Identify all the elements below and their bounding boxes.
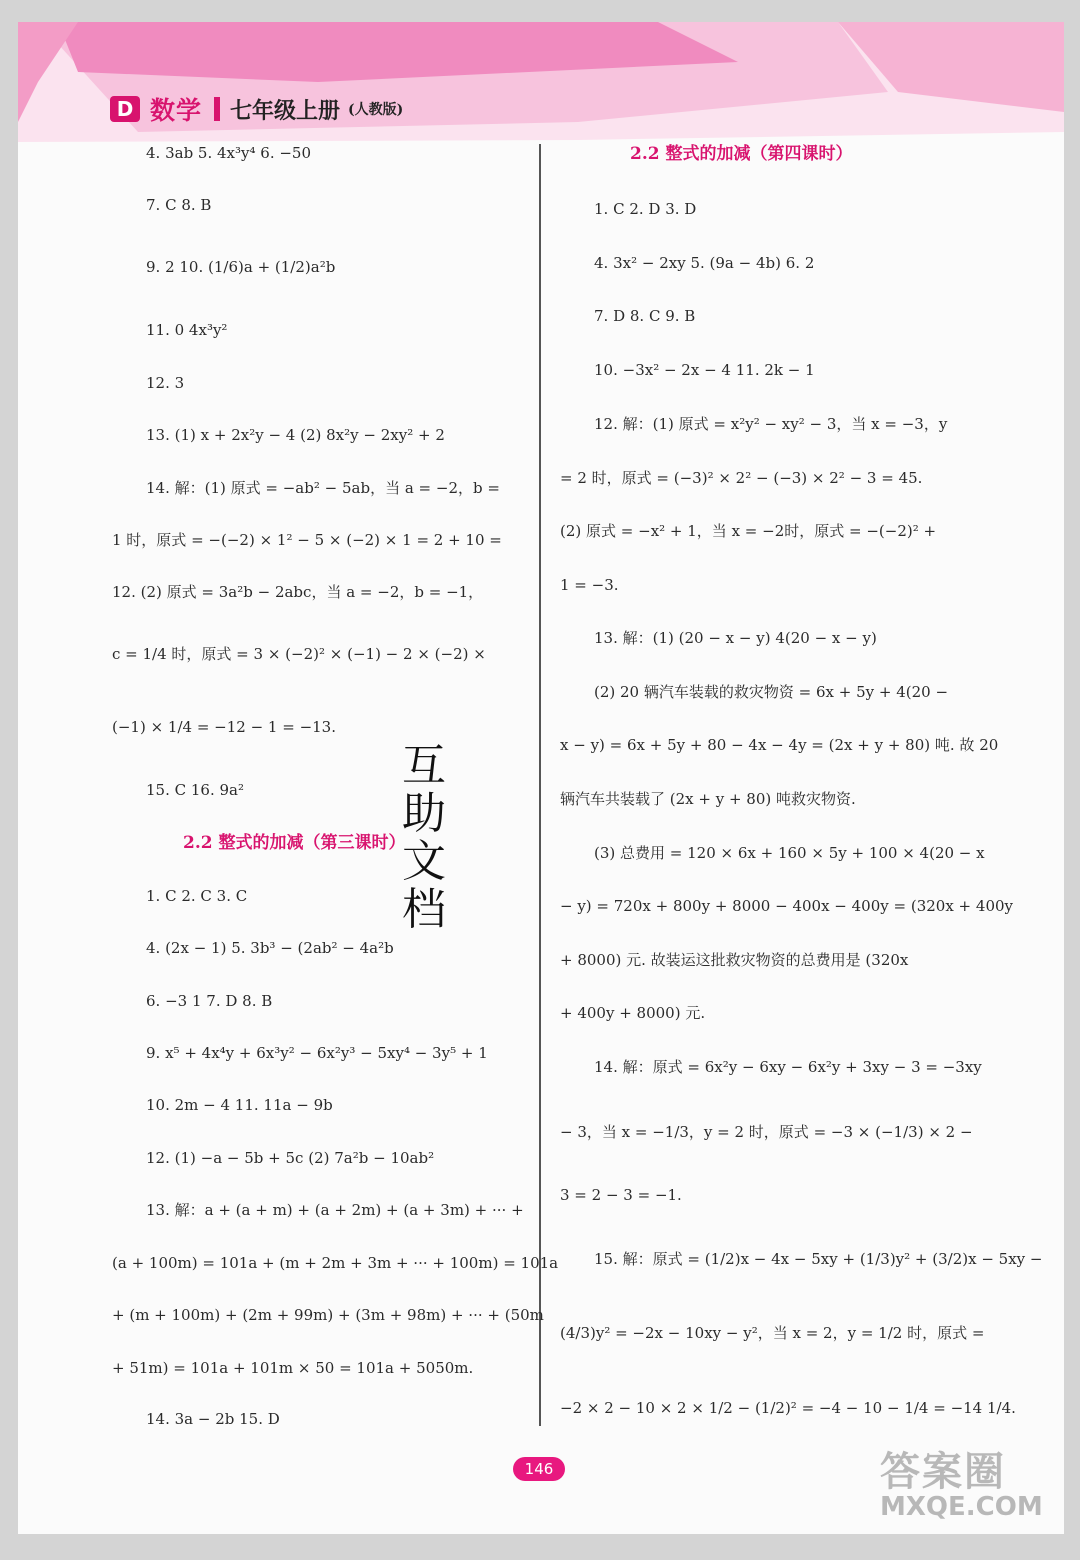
answer-line: 12. (2) 原式 = 3a²b − 2abc，当 a = −2，b = −1， [112,583,484,601]
column-divider [539,144,541,1426]
answer-line: −2 × 2 − 10 × 2 × 1/2 − (1/2)² = −4 − 10 − 1/4 = −14 1/4. [560,1399,1016,1417]
watermark-url: MXQE.COM [880,1492,1043,1522]
page-number-badge: 146 [513,1457,565,1481]
header-banner [18,22,1064,152]
watermark-logo: 答案圈 [880,1448,1006,1495]
answer-line: (3) 总费用 = 120 × 6x + 160 × 5y + 100 × 4(20 − x [594,844,985,862]
answer-line: 1. C 2. D 3. D [594,200,697,218]
answer-line: 1 时，原式 = −(−2) × 1² − 5 × (−2) × 1 = 2 + 10 = [112,531,502,549]
answer-line: x − y) = 6x + 5y + 80 − 4x − 4y = (2x + y + 80) 吨. 故 20 [560,736,999,754]
page-header [110,94,403,124]
grade-title: 七年级上册 [230,97,341,124]
answer-line: 11. 0 4x³y² [146,321,228,339]
answer-line: 9. x⁵ + 4x⁴y + 6x³y² − 6x²y³ − 5xy⁴ − 3y⁵ + 1 [146,1044,488,1062]
answer-line: (4/3)y² = −2x − 10xy − y²，当 x = 2，y = 1/2 时，原式 = [560,1324,985,1342]
handwritten-char: 互 [402,740,446,791]
title-separator [214,97,220,121]
answer-line: + 51m) = 101a + 101m × 50 = 101a + 5050m. [112,1359,474,1377]
answer-line: 13. 解：(1) (20 − x − y) 4(20 − x − y) [594,629,877,647]
answer-line: 12. (1) −a − 5b + 5c (2) 7a²b − 10ab² [146,1149,435,1167]
answer-line: 14. 3a − 2b 15. D [146,1410,280,1428]
answer-line: 6. −3 1 7. D 8. B [146,992,273,1010]
answer-line: 9. 2 10. (1/6)a + (1/2)a²b [146,258,336,276]
answer-line: − 3，当 x = −1/3，y = 2 时，原式 = −3 × (−1/3) × 2 − [560,1123,973,1141]
answer-line: 14. 解：原式 = 6x²y − 6xy − 6x²y + 3xy − 3 = −3xy [594,1058,982,1076]
answer-line: 12. 解：(1) 原式 = x²y² − xy² − 3，当 x = −3，y [594,415,948,433]
answer-line: 3 = 2 − 3 = −1. [560,1186,682,1204]
handwritten-note [402,742,486,934]
answer-line: 13. 解：a + (a + m) + (a + 2m) + (a + 3m) + ··· + [146,1201,524,1219]
book-page [18,22,1064,1534]
answer-line: 12. 3 [146,374,185,392]
answer-line: (−1) × 1/4 = −12 − 1 = −13. [112,718,336,736]
answer-line: 辆汽车共装载了 (2x + y + 80) 吨救灾物资. [560,790,856,808]
answer-line: 1 = −3. [560,576,619,594]
answer-line: 7. D 8. C 9. B [594,307,696,325]
answer-line: + 8000) 元. 故装运这批救灾物资的总费用是 (320x [560,951,909,969]
section-heading-lesson-3: 2.2 整式的加减（第三课时） [183,833,406,853]
answer-line: 1. C 2. C 3. C [146,887,248,905]
answer-line: (a + 100m) = 101a + (m + 2m + 3m + ··· + 100m) = 101a [112,1254,559,1272]
answer-line: 13. (1) x + 2x²y − 4 (2) 8x²y − 2xy² + 2 [146,426,445,444]
answer-line: = 2 时，原式 = (−3)² × 2² − (−3) × 2² − 3 = 45. [560,469,923,487]
handwritten-char: 助 [402,788,446,839]
answer-line: 10. −3x² − 2x − 4 11. 2k − 1 [594,361,815,379]
handwritten-char: 文 [402,836,446,887]
answer-line: 14. 解：(1) 原式 = −ab² − 5ab，当 a = −2，b = [146,479,500,497]
answer-line: 15. C 16. 9a² [146,781,244,799]
answer-line: + (m + 100m) + (2m + 99m) + (3m + 98m) + ··· + (50m [112,1306,544,1324]
book-badge: D [110,96,140,122]
answer-line: − y) = 720x + 800y + 8000 − 400x − 400y = (320x + 400y [560,897,1014,915]
answer-line: (2) 20 辆汽车装载的救灾物资 = 6x + 5y + 4(20 − [594,683,949,701]
answer-line: + 400y + 8000) 元. [560,1004,706,1022]
answer-line: 4. 3x² − 2xy 5. (9a − 4b) 6. 2 [594,254,815,272]
answer-line: 15. 解：原式 = (1/2)x − 4x − 5xy + (1/3)y² + (3/2)x − 5xy − [594,1250,1043,1268]
section-heading-lesson-4: 2.2 整式的加减（第四课时） [630,144,853,164]
answer-line: (2) 原式 = −x² + 1，当 x = −2时，原式 = −(−2)² + [560,522,937,540]
edition-label: (人教版) [348,102,404,118]
answer-line: 7. C 8. B [146,196,212,214]
answer-line: 4. 3ab 5. 4x³y⁴ 6. −50 [146,144,312,162]
answer-line: 10. 2m − 4 11. 11a − 9b [146,1096,333,1114]
answer-line: c = 1/4 时，原式 = 3 × (−2)² × (−1) − 2 × (−2) × [112,645,486,663]
subject-title: 数学 [150,96,203,125]
handwritten-char: 档 [402,884,446,935]
answer-line: 4. (2x − 1) 5. 3b³ − (2ab² − 4a²b [146,939,394,957]
